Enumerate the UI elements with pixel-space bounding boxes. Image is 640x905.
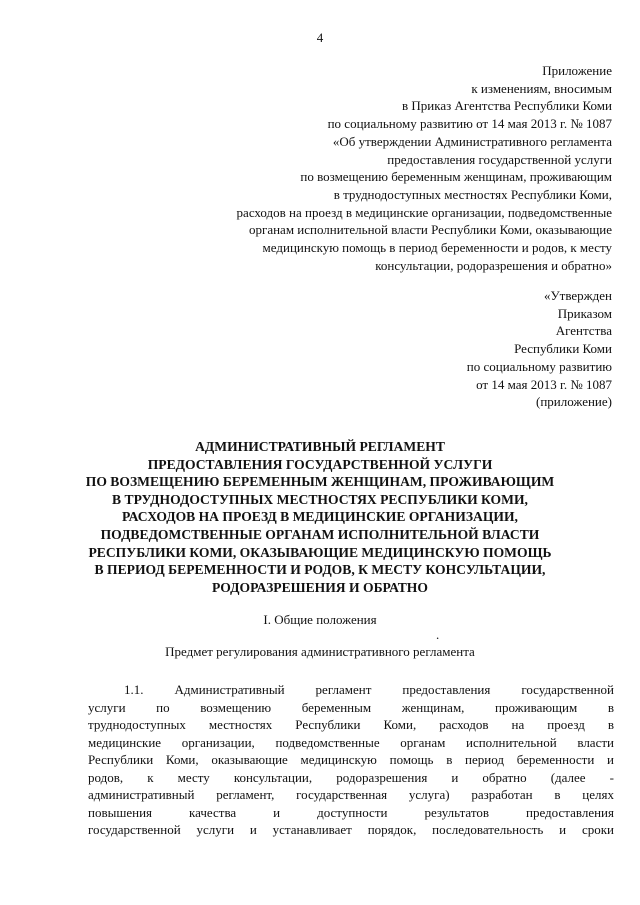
appendix-line: расходов на проезд в медицинские организации, подведомственные xyxy=(236,204,612,220)
document-title xyxy=(40,438,600,596)
paragraph-line: повышения качества и доступности результатов предоставления xyxy=(88,804,614,820)
paragraph-line: родов, к месту консультации, родоразрешения и обратно (далее - xyxy=(88,769,614,785)
paragraph-line: труднодоступных местностях Республики Коми, расходов на проезд в xyxy=(88,717,614,732)
page-number: 4 xyxy=(316,30,324,45)
appendix-line: Приложение xyxy=(542,63,612,78)
subsection-heading: Предмет регулирования административного регламента xyxy=(165,644,475,659)
title-line: АДМИНИСТРАТИВНЫЙ РЕГЛАМЕНТ xyxy=(195,439,445,454)
title-line: РЕСПУБЛИКИ КОМИ, ОКАЗЫВАЮЩИЕ МЕДИЦИНСКУЮ ПОМОЩЬ xyxy=(88,544,552,560)
approval-block xyxy=(312,287,612,411)
title-line: ПО ВОЗМЕЩЕНИЮ БЕРЕМЕННЫМ ЖЕНЩИНАМ, ПРОЖИВАЮЩИМ xyxy=(85,474,555,490)
appendix-line: по возмещению беременным женщинам, проживающим xyxy=(300,169,612,185)
title-line: ПРЕДОСТАВЛЕНИЯ ГОСУДАРСТВЕННОЙ УСЛУГИ xyxy=(147,456,493,472)
appendix-line: «Об утверждении Административного регламента xyxy=(332,133,612,149)
paragraph-line: административный регламент, государственная услуга) разработан в целях xyxy=(88,787,614,802)
approval-line: (приложение) xyxy=(535,394,612,410)
approval-line: Агентства xyxy=(555,323,612,339)
title-line: РОДОРАЗРЕШЕНИЯ И ОБРАТНО xyxy=(212,579,428,595)
paragraph-line: 1.1. Административный регламент предоставления государственной xyxy=(124,682,614,697)
title-line: В ТРУДНОДОСТУПНЫХ МЕСТНОСТЯХ РЕСПУБЛИКИ КОМИ, xyxy=(112,491,528,507)
body-paragraph xyxy=(88,681,614,839)
appendix-line: предоставления государственной услуги xyxy=(387,151,612,167)
paragraph-line: Республики Коми, оказывающие медицинскую помощь в период беременности и xyxy=(88,752,614,767)
appendix-line: в труднодоступных местностях Республики Коми, xyxy=(333,186,612,202)
title-line: В ПЕРИОД БЕРЕМЕННОСТИ И РОДОВ, К МЕСТУ КОНСУЛЬТАЦИИ, xyxy=(94,562,546,578)
paragraph-line: услуги по возмещению беременным женщинам, проживающим в xyxy=(88,699,614,715)
appendix-line: в Приказ Агентства Республики Коми xyxy=(402,98,612,114)
paragraph-line: медицинские организации, подведомственные органам исполнительной власти xyxy=(88,734,614,750)
appendix-line: к изменениям, вносимым xyxy=(471,80,612,96)
appendix-block xyxy=(52,62,612,274)
approval-line: Приказом xyxy=(557,305,612,321)
stray-mark: . xyxy=(436,627,440,642)
title-line: РАСХОДОВ НА ПРОЕЗД В МЕДИЦИНСКИЕ ОРГАНИЗАЦИИ, xyxy=(122,509,518,525)
approval-line: по социальному развитию xyxy=(466,358,612,374)
appendix-line: консультации, родоразрешения и обратно» xyxy=(375,257,612,273)
section-heading: I. Общие положения xyxy=(263,612,377,627)
paragraph-line: государственной услуги и устанавливает порядок, последовательность и сроки xyxy=(88,822,614,837)
approval-line: от 14 мая 2013 г. № 1087 xyxy=(476,376,612,392)
title-line: ПОДВЕДОМСТВЕННЫЕ ОРГАНАМ ИСПОЛНИТЕЛЬНОЙ ВЛАСТИ xyxy=(100,526,540,542)
appendix-line: органам исполнительной власти Республики Коми, оказывающие xyxy=(248,222,612,238)
appendix-line: по социальному развитию от 14 мая 2013 г. № 1087 xyxy=(327,116,612,132)
appendix-line: медицинскую помощь в период беременности и родов, к месту xyxy=(262,240,612,256)
approval-line: «Утвержден xyxy=(543,288,612,303)
approval-line: Республики Коми xyxy=(514,341,612,357)
